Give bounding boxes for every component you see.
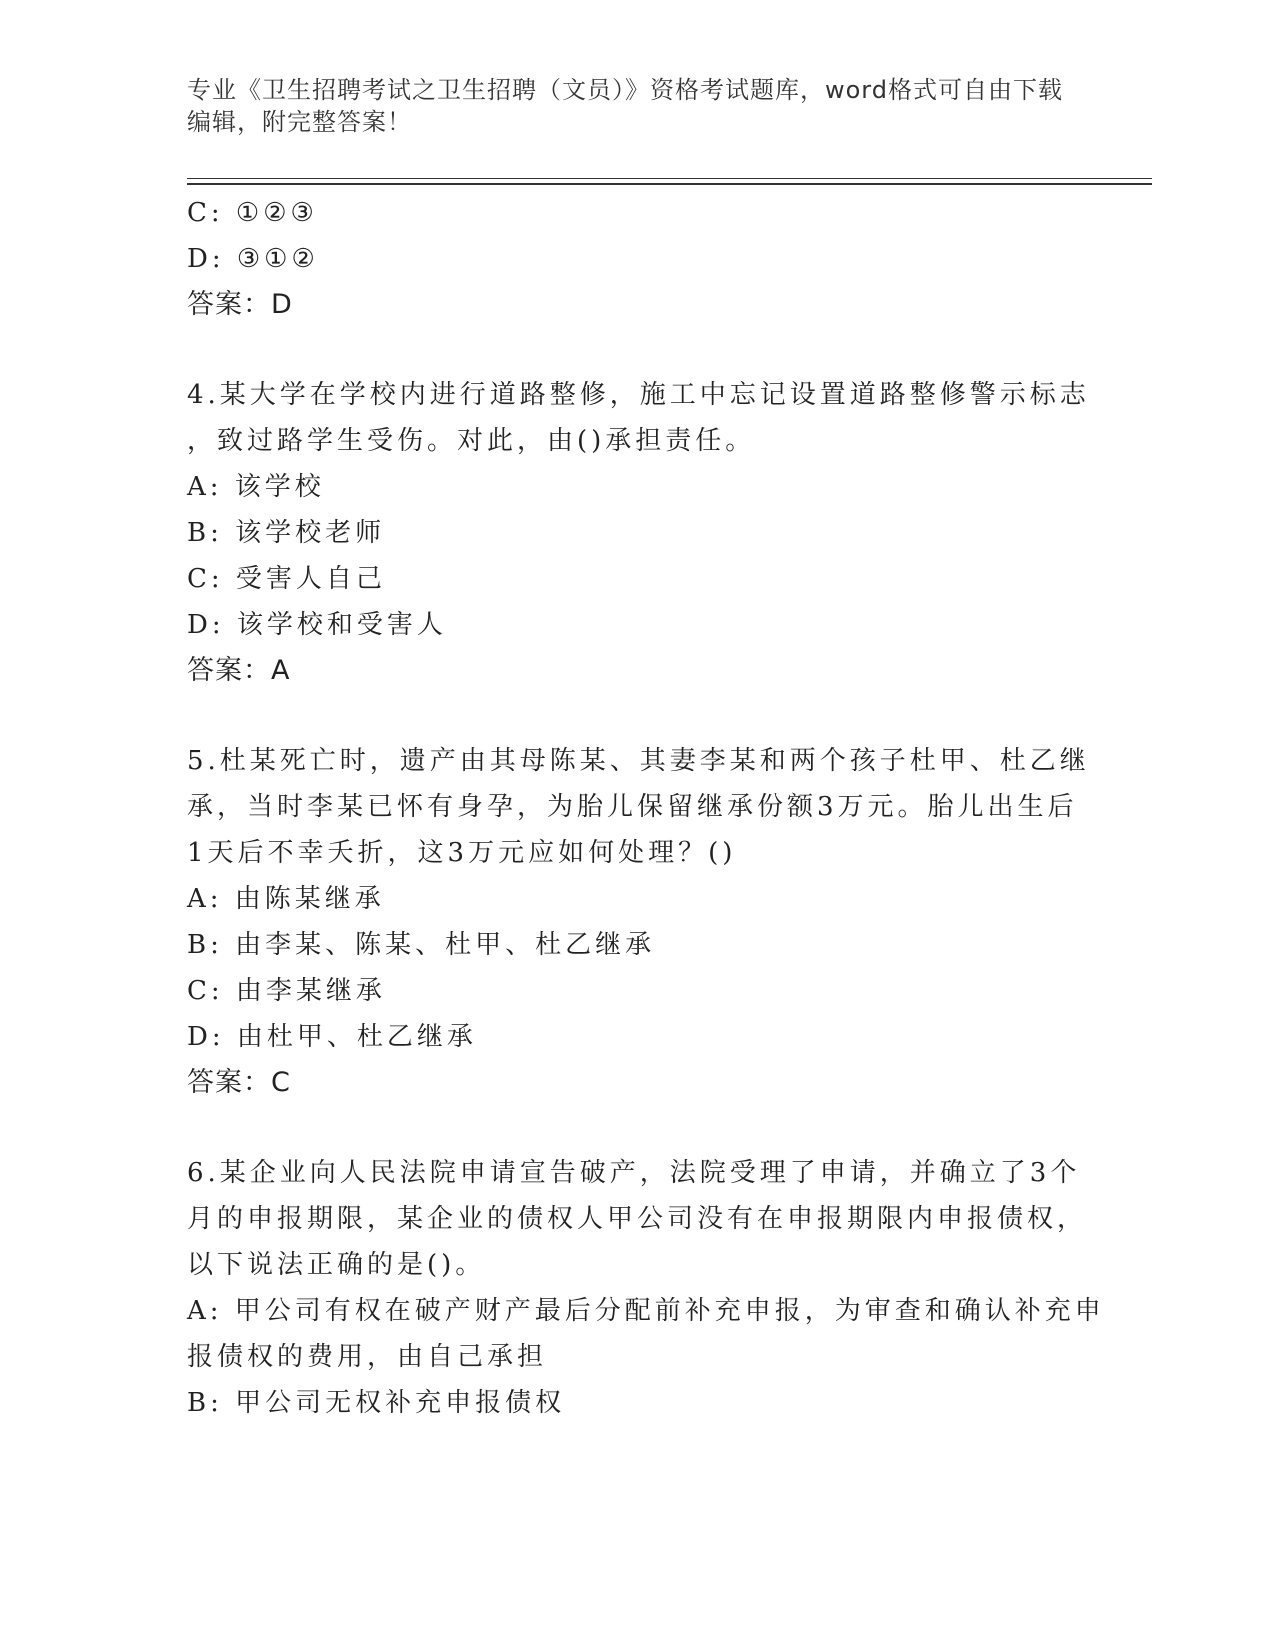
q3-answer: 答案：D [187, 289, 293, 320]
header-line-1: 专业《卫生招聘考试之卫生招聘（文员）》资格考试题库，word格式可自由下载 [187, 76, 1063, 104]
q4-option-d: D: 该学校和受害人 [187, 610, 447, 640]
spacer [187, 328, 1087, 372]
q5-option-a: A: 由陈某继承 [187, 884, 385, 914]
question-content [187, 190, 1105, 1426]
q6-stem-line-2: 月的申报期限，某企业的债权人甲公司没有在申报期限内申报债权， [187, 1204, 1088, 1234]
header-line-2: 编辑，附完整答案！ [187, 108, 412, 136]
q5-option-b: B: 由李某、陈某、杜甲、杜乙继承 [187, 930, 656, 960]
question-3 [187, 190, 1087, 328]
q6-stem-line-3: 以下说法正确的是()。 [187, 1250, 486, 1280]
q6-option-a-line-1: A: 甲公司有权在破产财产最后分配前补充申报，为审查和确认补充申 [187, 1296, 1105, 1326]
q5-stem-line-3: 1天后不幸夭折，这3万元应如何处理？() [187, 838, 737, 868]
q5-stem-line-1: 5.杜某死亡时，遗产由其母陈某、其妻李某和两个孩子杜甲、杜乙继 [187, 746, 1090, 776]
q4-option-c: C: 受害人自己 [187, 564, 386, 594]
q5-option-c: C: 由李某继承 [187, 976, 386, 1006]
question-6 [187, 1150, 1105, 1426]
q3-option-c: C: ①②③ [187, 198, 318, 228]
header-divider-thick [187, 183, 1152, 185]
q6-option-a-line-2: 报债权的费用，由自己承担 [187, 1342, 548, 1372]
q6-stem-line-1: 6.某企业向人民法院申请宣告破产，法院受理了申请，并确立了3个 [187, 1158, 1081, 1188]
spacer [187, 694, 1087, 738]
q5-stem-line-2: 承，当时李某已怀有身孕，为胎儿保留继承份额3万元。胎儿出生后 [187, 792, 1078, 822]
document-header [187, 74, 1087, 138]
header-divider-thin [187, 178, 1152, 179]
q4-answer: 答案：A [187, 655, 291, 686]
q4-stem-line-2: ，致过路学生受伤。对此，由()承担责任。 [187, 426, 756, 456]
q3-option-d: D: ③①② [187, 244, 319, 274]
q5-option-d: D: 由杜甲、杜乙继承 [187, 1022, 477, 1052]
question-5 [187, 738, 1090, 1106]
q4-option-b: B: 该学校老师 [187, 518, 386, 548]
q4-stem-line-1: 4.某大学在学校内进行道路整修，施工中忘记设置道路整修警示标志 [187, 380, 1090, 410]
q4-option-a: A: 该学校 [187, 472, 325, 502]
q5-answer: 答案：C [187, 1067, 291, 1098]
spacer [187, 1106, 1087, 1150]
q6-option-b: B: 甲公司无权补充申报债权 [187, 1388, 566, 1418]
question-4 [187, 372, 1090, 694]
